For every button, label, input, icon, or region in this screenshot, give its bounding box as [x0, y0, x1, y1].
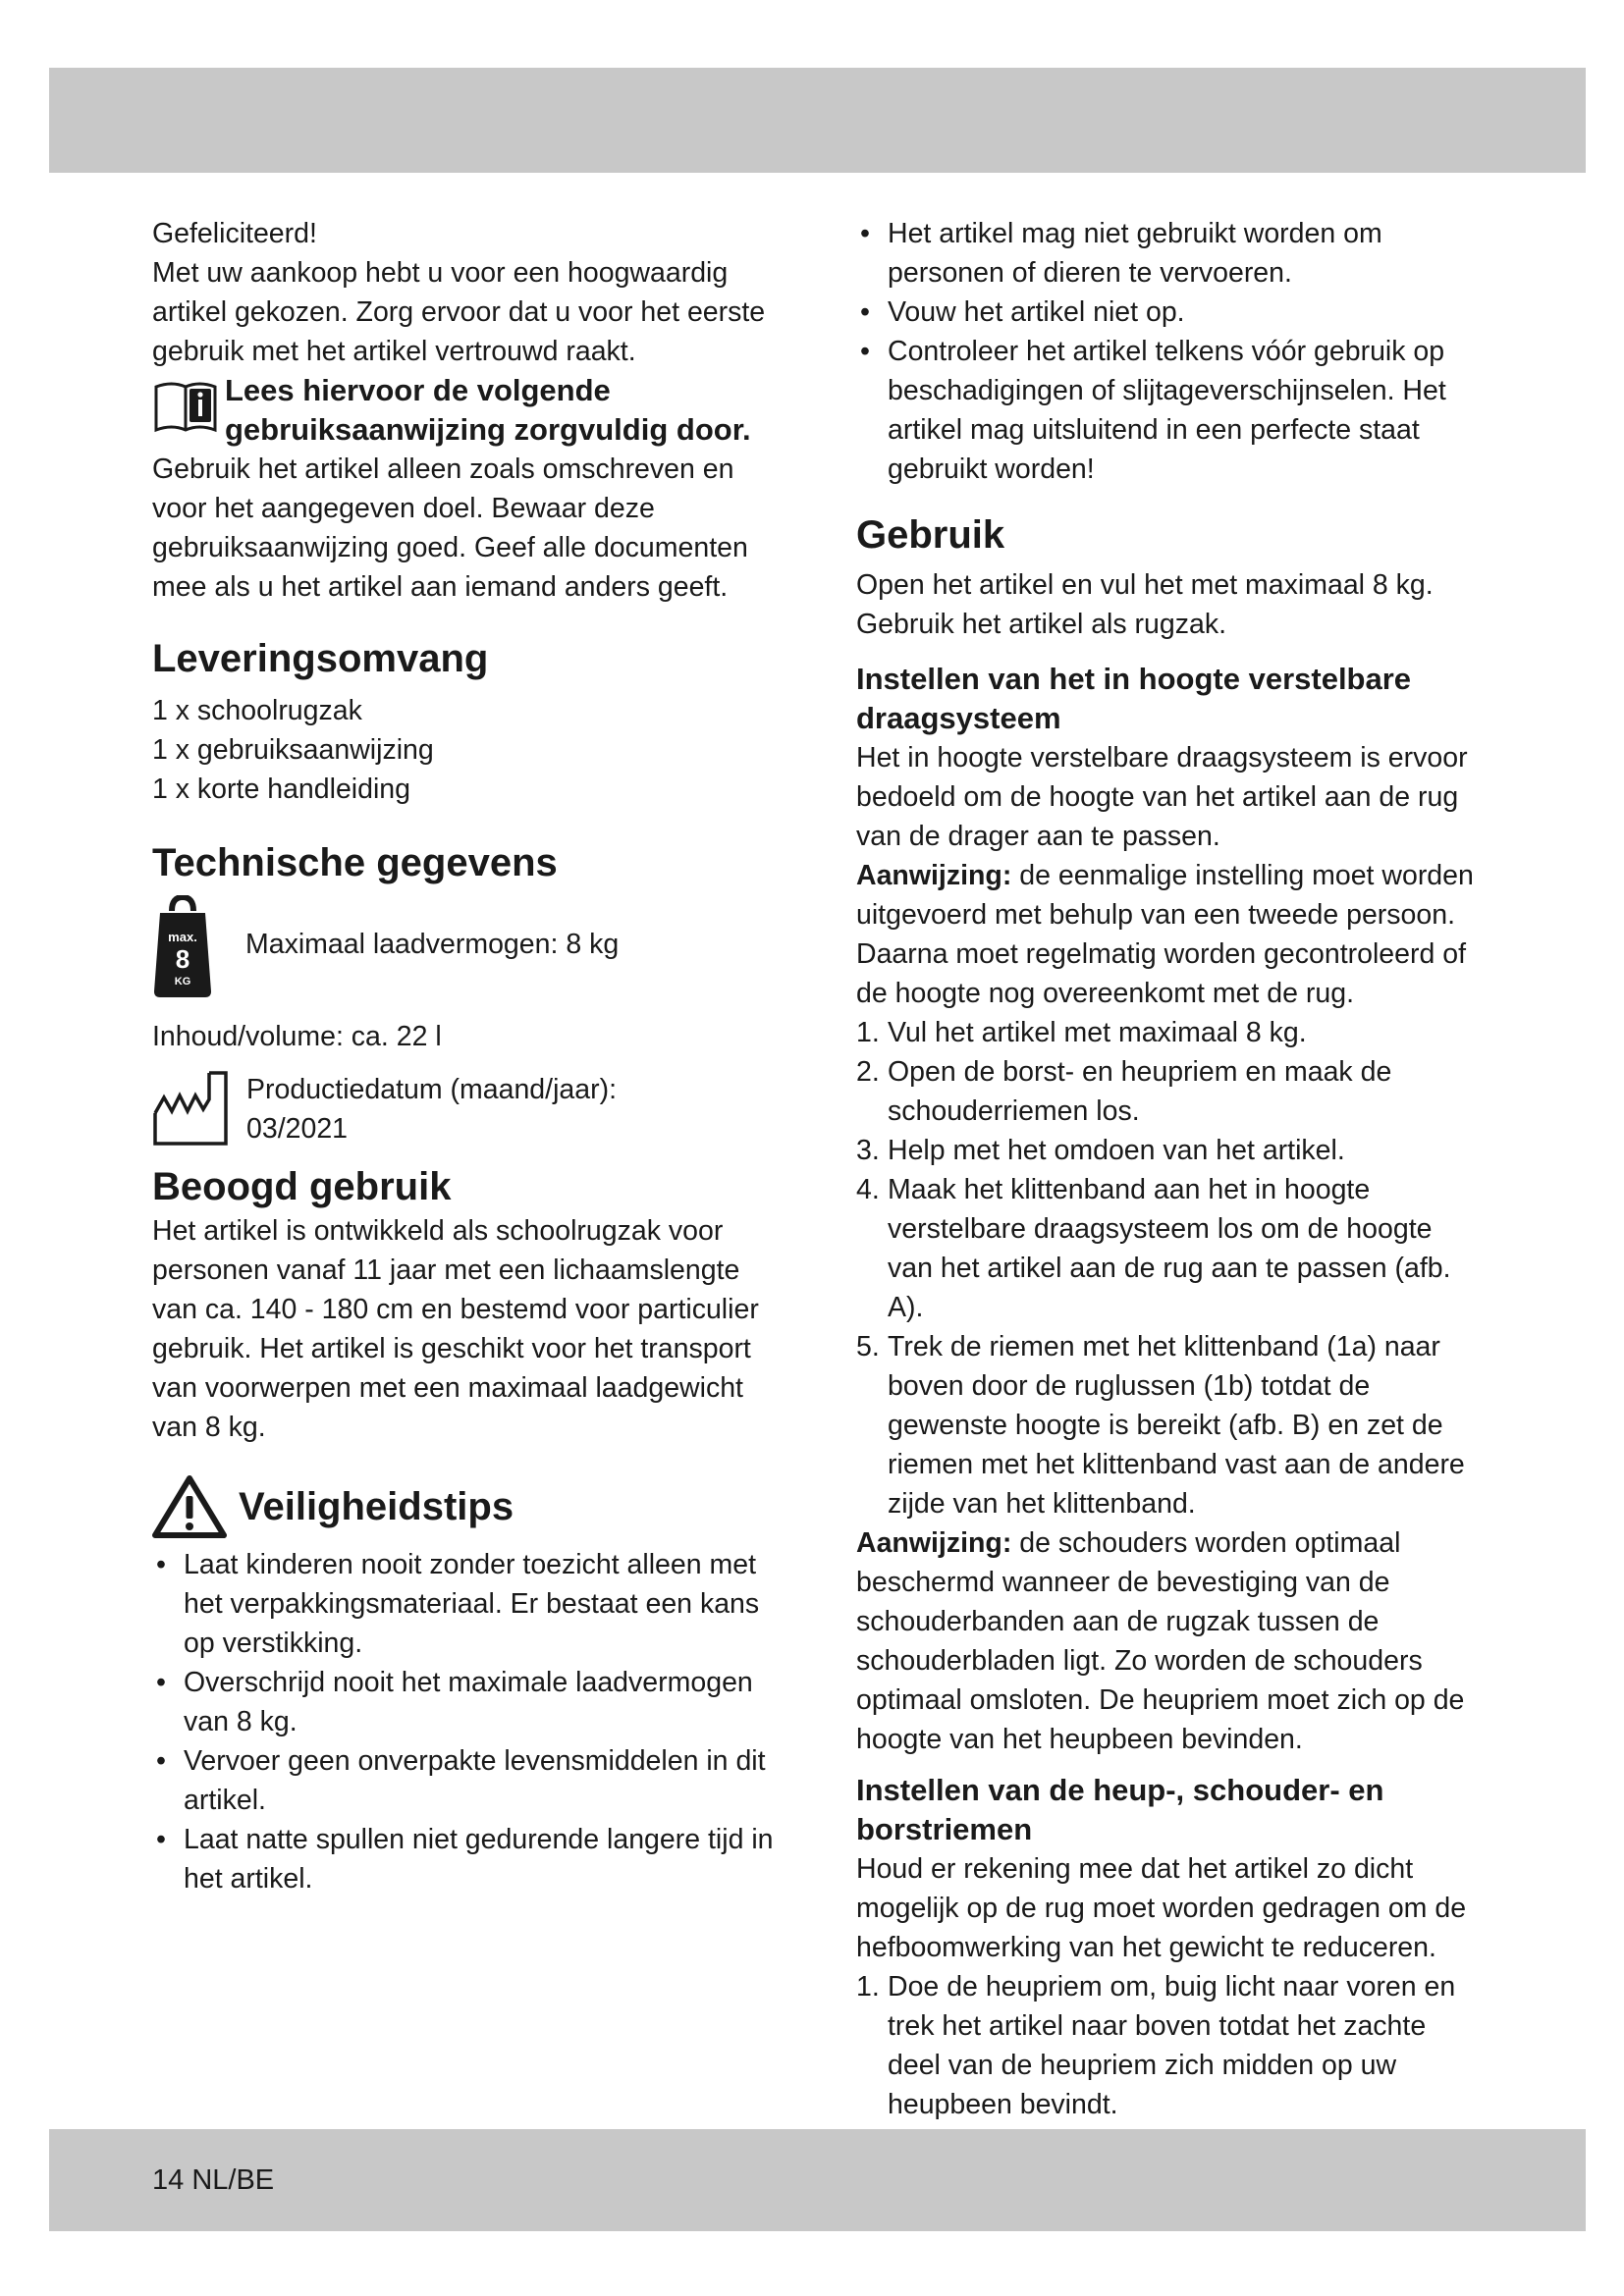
safety-item: • Vouw het artikel niet op.	[856, 293, 1485, 332]
height-adjust-note	[856, 856, 1485, 1013]
straps-heading: Instellen van de heup-, schouder- en borstriemen	[856, 1773, 1384, 1846]
left-column	[152, 214, 776, 1898]
use-heading: Gebruik	[856, 513, 1005, 557]
step-item	[856, 1131, 1485, 1170]
weight-icon	[152, 895, 245, 999]
production-date-icon	[152, 1070, 246, 1148]
step-item	[856, 1052, 1485, 1131]
delivery-item: 1 x gebruiksaanwijzing	[152, 734, 434, 766]
straps-steps	[856, 1967, 1485, 2124]
weight-icon-value: 8	[175, 944, 190, 974]
step-item	[856, 1967, 1485, 2124]
step-number: 1.	[856, 1971, 880, 2002]
intro-greeting: Gefeliciteerd!	[152, 218, 317, 249]
production-date-row	[152, 1070, 776, 1148]
step-number: 3.	[856, 1135, 880, 1166]
production-date-label: Productiedatum (maand/jaar):	[246, 1074, 618, 1105]
right-column	[856, 214, 1485, 2124]
notice-row	[152, 371, 776, 450]
max-load-text: Maximaal laadvermogen: 8 kg	[245, 929, 620, 960]
delivery-item: 1 x schoolrugzak	[152, 695, 362, 726]
safety-item: • Het artikel mag niet gebruikt worden om personen of dieren te vervoeren.	[856, 214, 1485, 293]
straps-text: Houd er rekening mee dat het artikel zo dicht mogelijk op de rug moet worden gedragen om de hefboomwerking van het gewicht te reduceren.	[856, 1853, 1467, 1963]
notice-text: Lees hiervoor de volgende gebruiksaanwijzing zorgvuldig door.	[225, 373, 751, 447]
height-adjust-text: Het in hoogte verstelbare draagsysteem is ervoor bedoeld om de hoogte van het artikel aan de rug van de drager aan te passen.	[856, 742, 1468, 852]
step-item	[856, 1327, 1485, 1523]
use-text: Open het artikel en vul het met maximaal 8 kg. Gebruik het artikel als rugzak.	[856, 569, 1434, 640]
manual-book-icon	[152, 379, 225, 434]
step-number: 4.	[856, 1174, 880, 1205]
step-number: 1.	[856, 1017, 880, 1048]
note-text: de eenmalige instelling moet worden uitgevoerd met behulp van een tweede persoon. Daarna moet regelmatig worden gecontroleerd of de hoogte nog overeenkomt met de rug.	[856, 860, 1474, 1009]
safety-item: • Vervoer geen onverpakte levensmiddelen in dit artikel.	[152, 1741, 776, 1820]
intended-use-text: Het artikel is ontwikkeld als schoolrugzak voor personen vanaf 11 jaar met een lichaamslengte van ca. 140 - 180 cm en bestemd voor particulier gebruik. Het artikel is geschikt voor het transport van voorwerpen met een maximaal laadgewicht van 8 kg.	[152, 1215, 759, 1443]
safety-item: • Overschrijd nooit het maximale laadvermogen van 8 kg.	[152, 1663, 776, 1741]
step-item	[856, 1013, 1485, 1052]
note-text: de schouders worden optimaal beschermd wanneer de bevestiging van de schouderbanden aan de rugzak tussen de schouderbladen ligt. Zo worden de schouders optimaal omsloten. De heupriem moet zich op de hoogte van het heupbeen bevinden.	[856, 1527, 1465, 1755]
delivery-list	[152, 691, 776, 809]
weight-icon-top: max.	[168, 930, 197, 944]
page-number: 14 NL/BE	[152, 2164, 275, 2196]
note-label: Aanwijzing:	[856, 860, 1012, 891]
step-text: Doe de heupriem om, buig licht naar voren en trek het artikel naar boven totdat het zachte deel van de heupriem zich midden op uw heupbeen bevindt.	[888, 1971, 1456, 2120]
step-text: Open de borst- en heupriem en maak de schouderriemen los.	[888, 1056, 1392, 1127]
warning-icon	[152, 1474, 239, 1539]
step-text: Vul het artikel met maximaal 8 kg.	[888, 1017, 1307, 1048]
safety-item: • Laat kinderen nooit zonder toezicht alleen met het verpakkingsmateriaal. Er bestaat een kans op verstikking.	[152, 1545, 776, 1663]
footer-band	[49, 2129, 1586, 2231]
safety-item: • Controleer het artikel telkens vóór gebruik op beschadigingen of slijtageverschijnselen. Het artikel mag uitsluitend in een perfecte staat gebruikt worden!	[856, 332, 1485, 489]
safety-list-continued	[856, 214, 1485, 489]
intended-use-heading: Beoogd gebruik	[152, 1165, 452, 1208]
safety-heading-row	[152, 1474, 776, 1539]
tech-heading: Technische gegevens	[152, 841, 558, 884]
step-text: Maak het klittenband aan het in hoogte verstelbare draagsysteem los om de hoogte van het artikel aan de rug aan te passen (afb. A).	[888, 1174, 1451, 1323]
step-text: Trek de riemen met het klittenband (1a) naar boven door de ruglussen (1b) totdat de gewenste hoogte is bereikt (afb. B) en zet de riemen met het klittenband vast aan de andere zijde van het klittenband.	[888, 1331, 1465, 1520]
height-adjust-note-2	[856, 1523, 1485, 1759]
production-date-value: 03/2021	[246, 1113, 349, 1145]
header-band	[49, 68, 1586, 173]
step-text: Help met het omdoen van het artikel.	[888, 1135, 1345, 1166]
step-number: 2.	[856, 1056, 880, 1088]
height-adjust-steps	[856, 1013, 1485, 1523]
height-adjust-heading: Instellen van het in hoogte verstelbare draagsysteem	[856, 662, 1412, 735]
delivery-item: 1 x korte handleiding	[152, 774, 411, 805]
safety-heading: Veiligheidstips	[239, 1485, 514, 1528]
intro-text: Met uw aankoop hebt u voor een hoogwaardig artikel gekozen. Zorg ervoor dat u voor het eerste gebruik met het artikel vertrouwd raakt.	[152, 257, 766, 367]
note-label: Aanwijzing:	[856, 1527, 1012, 1559]
step-item	[856, 1170, 1485, 1327]
max-load-row	[152, 895, 776, 999]
weight-icon-unit: KG	[174, 976, 191, 988]
step-number: 5.	[856, 1331, 880, 1362]
delivery-heading: Leveringsomvang	[152, 637, 489, 680]
safety-item: • Laat natte spullen niet gedurende langere tijd in het artikel.	[152, 1820, 776, 1898]
usage-note: Gebruik het artikel alleen zoals omschreven en voor het aangegeven doel. Bewaar deze gebruiksaanwijzing goed. Geef alle documenten mee als u het artikel aan iemand anders geeft.	[152, 454, 748, 603]
safety-list	[152, 1545, 776, 1898]
volume-text: Inhoud/volume: ca. 22 l	[152, 1021, 442, 1052]
